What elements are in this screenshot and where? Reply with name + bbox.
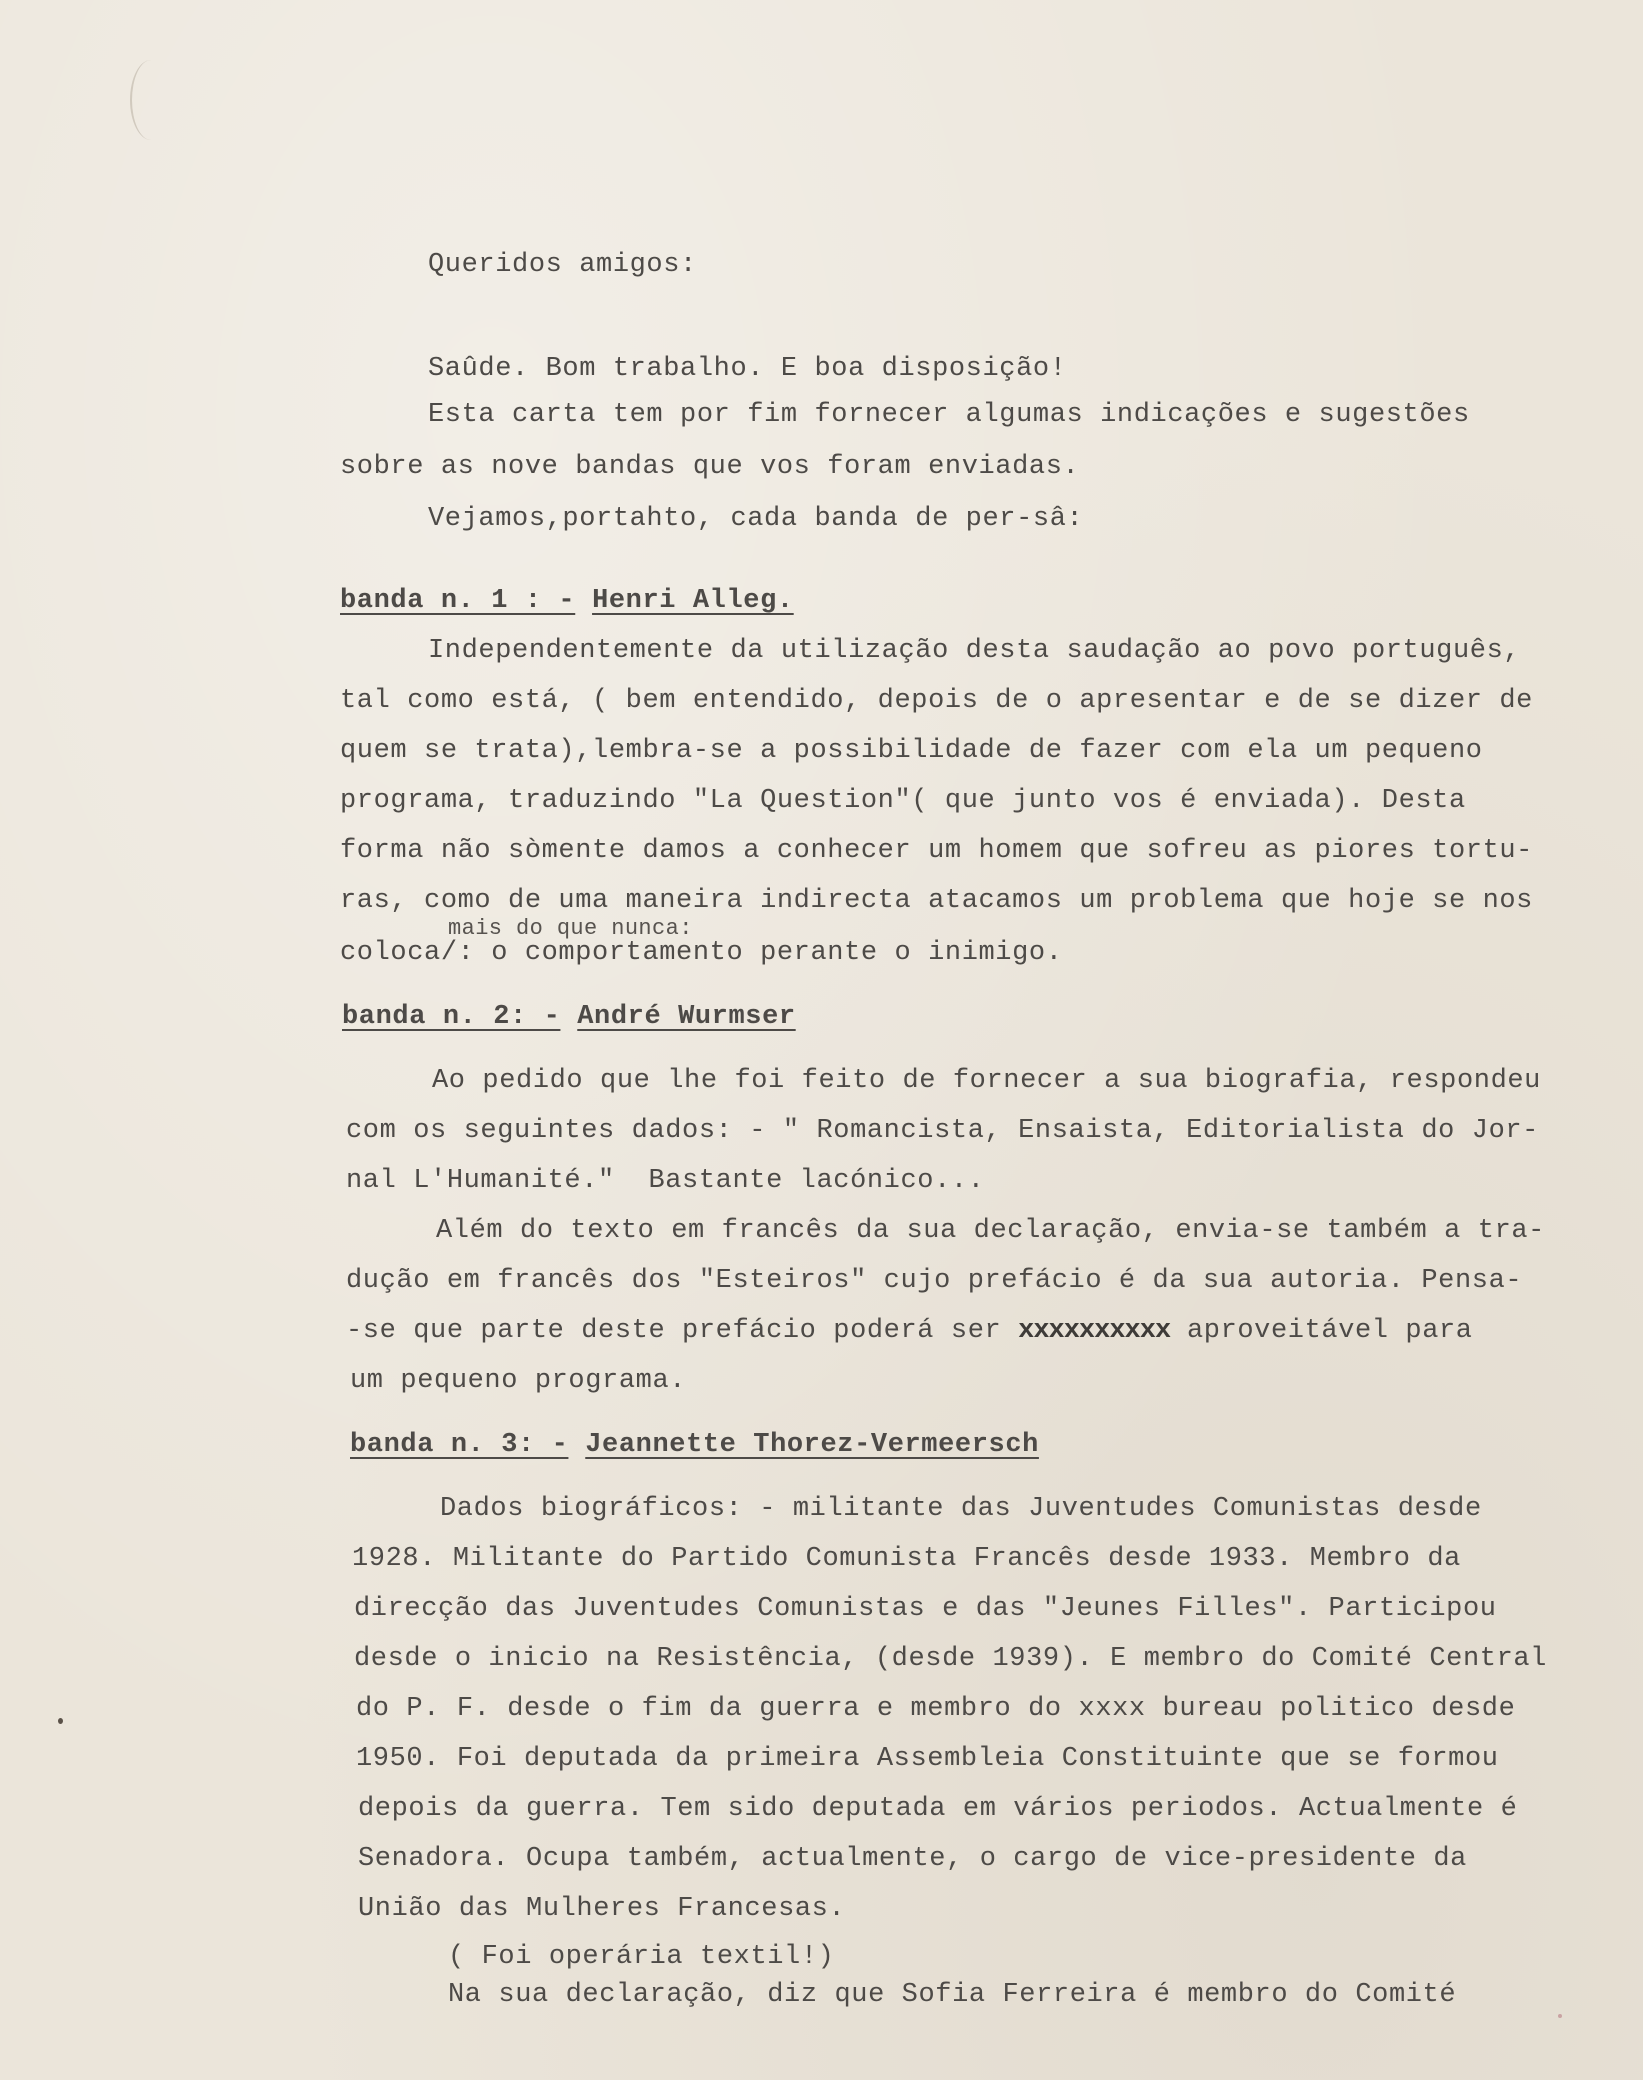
band-1-number: banda n. 1 : - [340,586,576,616]
struck-out-word: xxxxxxxxxx [1018,1316,1171,1346]
ink-speck [58,1718,63,1724]
intro-line-3: sobre as nove bandas que vos foram enviadas. [340,452,1080,482]
band-3-number: banda n. 3: - [350,1430,569,1460]
band-2-line-6 [346,1318,1473,1345]
band-3-line-10: ( Foi operária textil!) [448,1942,835,1972]
band-3-line-5: do P. F. desde o fim da guerra e membro do xxxx bureau politico desde [356,1694,1516,1724]
band-2-line-2: com os seguintes dados: - " Romancista, Ensaista, Editorialista do Jor- [346,1116,1539,1146]
band-3-line-3: direcção das Juventudes Comunistas e das "Jeunes Filles". Participou [354,1594,1497,1624]
band-1-line-3: quem se trata),lembra-se a possibilidade de fazer com ela um pequeno [340,736,1483,766]
band-2-line-5: dução em francês dos "Esteiros" cujo prefácio é da sua autoria. Pensa- [346,1266,1523,1296]
band-3-line-1: Dados biográficos: - militante das Juventudes Comunistas desde [440,1494,1482,1524]
ink-speck [1558,2014,1562,2018]
band-2-line-3: nal L'Humanité." Bastante lacónico... [346,1166,985,1196]
band-2-line-1: Ao pedido que lhe foi feito de fornecer a sua biografia, respondeu [432,1066,1541,1096]
intro-line-4: Vejamos,portahto, cada banda de per-sâ: [428,504,1084,534]
band-3-line-11: Na sua declaração, diz que Sofia Ferreira é membro do Comité [448,1980,1457,2010]
band-3-line-6: 1950. Foi deputada da primeira Assembleia Constituinte que se formou [356,1744,1499,1774]
band-2-number: banda n. 2: - [342,1002,561,1032]
band-3-line-9: União das Mulheres Francesas. [358,1894,846,1924]
band-2-line-6-end: aproveitável para [1186,1316,1473,1346]
band-2-line-4: Além do texto em francês da sua declaração, envia-se também a tra- [436,1216,1545,1246]
band-1-line-6: ras, como de uma maneira indirecta atacamos um problema que hoje se nos [340,886,1533,916]
paper-crease [130,60,172,140]
band-1-line-7: coloca/: o comportamento perante o inimigo. [340,938,1063,968]
intro-line-2: Esta carta tem por fim fornecer algumas indicações e sugestões [428,400,1470,430]
band-1-name: Henri Alleg. [592,586,794,616]
band-1-line-4: programa, traduzindo "La Question"( que junto vos é enviada). Desta [340,786,1466,816]
intro-line-1: Saûde. Bom trabalho. E boa disposição! [428,354,1067,384]
band-1-heading [340,588,794,615]
band-1-line-1: Independentemente da utilização desta saudação ao povo português, [428,636,1521,666]
band-2-name: André Wurmser [577,1002,796,1032]
band-2-heading [342,1004,796,1031]
band-3-line-4: desde o inicio na Resistência, (desde 1939). E membro do Comité Central [354,1644,1547,1674]
band-3-name: Jeannette Thorez-Vermeersch [585,1430,1039,1460]
band-1-interlinear-insert: mais do que nunca: [448,916,693,941]
band-3-heading [350,1432,1039,1459]
band-1-line-5: forma não sòmente damos a conhecer um homem que sofreu as piores tortu- [340,836,1533,866]
band-2-line-6-text: -se que parte deste prefácio poderá ser [346,1316,1002,1346]
band-3-line-7: depois da guerra. Tem sido deputada em vários periodos. Actualmente é [358,1794,1518,1824]
band-3-line-2: 1928. Militante do Partido Comunista Francês desde 1933. Membro da [352,1544,1461,1574]
greeting: Queridos amigos: [428,250,697,280]
band-1-line-2: tal como está, ( bem entendido, depois de o apresentar e de se dizer de [340,686,1533,716]
band-3-line-8: Senadora. Ocupa também, actualmente, o cargo de vice-presidente da [358,1844,1467,1874]
band-2-line-7: um pequeno programa. [350,1366,687,1396]
